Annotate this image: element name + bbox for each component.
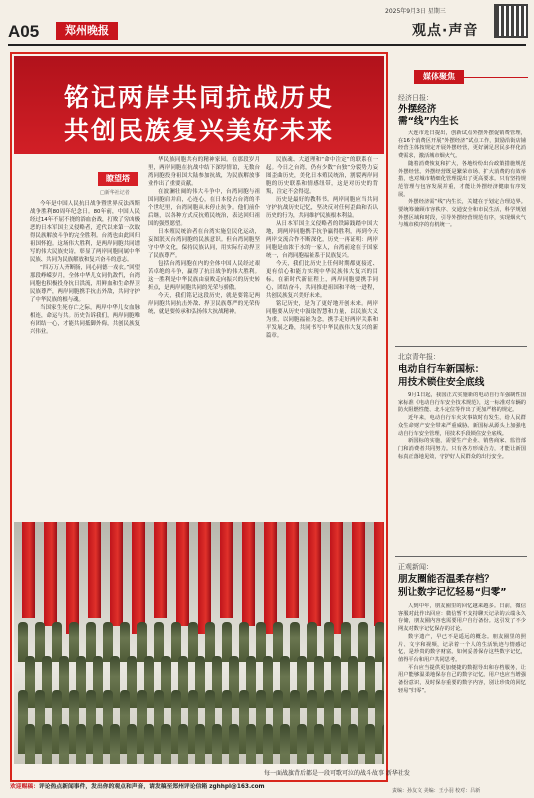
editor-credits: 责编：孙友文 美编：王小羽 校对：吕新: [392, 788, 481, 794]
red-flag: [44, 522, 57, 626]
paragraph: “四万万人齐断肠，同心同德一戎衣。”回望那段峥嵘岁月，全体中华儿女同仇敌忾，台湾同胞也积极投身抗日洪流，用鲜血和生命捍卫民族尊严，两岸同胞携手抗击外敌，共同守护了中华民族的根与魂。: [30, 265, 140, 303]
soldier-figure: [161, 724, 171, 764]
soldier-figure: [42, 724, 52, 764]
submission-label: 欢迎赐稿：: [10, 784, 39, 790]
submission-notice: [10, 780, 388, 794]
paragraph: 9月1日起，我国正式实施新的电动自行车强制性国家标准《电动自行车安全技术规范》，这一标准对车辆的防火阻燃性能、北斗定位等作出了更加严格的规定。: [398, 392, 526, 414]
paragraph: 今天，我们比历史上任何时期都更接近、更有信心和能力实现中华民族伟大复兴的目标。在新时代新征程上，两岸同胞要携手同心，团结奋斗，共同推进祖国和平统一进程，共创民族复兴美好未来。: [266, 261, 378, 299]
media-focus-rule: [464, 77, 528, 78]
red-flag: [22, 522, 35, 618]
submission-text: 评论热点新闻事件，发出你的观点和声音，请发稿至郑州评论信箱 zghhpl@163.com: [39, 784, 265, 790]
parade-photo: [14, 522, 384, 764]
red-flag: [132, 522, 145, 634]
qr-code-icon: [494, 4, 528, 38]
sidebar-title: 朋友圈能否温柔存档？: [398, 574, 494, 585]
sidebar-title: 用技术锁住安全底线: [398, 377, 485, 388]
paragraph: 日本殖民统治者在台湾实施皇民化运动，妄图泯灭台湾同胞的民族意识。但台湾同胞坚守中华文化，保持民族认同，用实际行动捍卫了民族尊严。: [148, 229, 260, 259]
soldier-figure: [263, 724, 273, 764]
paragraph: 铭记历史，是为了更好地开创未来。两岸同胞要从历史中汲取智慧和力量，以民族大义为重，以同胞福祉为念，携手走好两岸关系和平发展之路，共同书写中华民族伟大复兴的新篇章。: [266, 301, 378, 339]
soldier-figure: [25, 724, 35, 764]
sidebar-source: 经济日报：: [398, 94, 433, 102]
paragraph: 华民族同胞共有的精神家园。在那段岁月里，两岸同胞在抗战中结下深厚情谊，无数台湾同胞投身祖国大陆参加抗战，为民族解放事业作出了重要贡献。: [148, 157, 260, 187]
soldier-figure: [314, 724, 324, 764]
paragraph: 当国家生死存亡之际，两岸中华儿女血脉相连，命运与共。历史告诉我们，两岸同胞唯有团结一心，才能共同抵御外侮，共创民族复兴伟业。: [30, 305, 140, 335]
article-column-2: [148, 156, 260, 518]
sidebar-body: [398, 130, 526, 340]
paragraph: 近年来，电动自行车火灾事故时有发生，给人民群众生命财产安全带来严重威胁。新国标从源头上加强电动自行车安全管理，用技术手段锁住安全底线。: [398, 415, 526, 437]
paragraph: 平台应当提供更加便捷的数据导出和存档服务，让用户能够温柔地保存自己的数字记忆。用户也应当增强备份意识，及时保存重要的数字内容，别让珍贵的回忆轻易“归零”。: [398, 664, 526, 694]
article-column-1: [30, 200, 140, 518]
red-flag: [220, 522, 233, 618]
soldier-figure: [246, 724, 256, 764]
paragraph: 历史是最好的教科书。两岸同胞应当共同守护抗战历史记忆，坚决反对任何歪曲和否认历史的行为，共同维护民族根本利益。: [266, 197, 378, 219]
soldier-figure: [331, 724, 341, 764]
headline-banner: [14, 56, 384, 154]
soldier-figure: [59, 724, 69, 764]
soldier-figure: [365, 724, 375, 764]
paragraph: 包括台湾同胞在内的全体中国人民经过艰苦卓绝的斗争，赢得了抗日战争的伟大胜利。这一胜利是中华民族由衰败走向振兴的历史转折点，是两岸同胞共同的光荣与骄傲。: [148, 261, 260, 291]
soldier-figure: [76, 724, 86, 764]
red-flag: [286, 522, 299, 618]
paragraph: 今年是中国人民抗日战争暨世界反法西斯战争胜利80周年纪念日。80年前，中国人民经过14年不屈不挠的浴血奋战，打败了穷凶极恶的日本军国主义侵略者，近代以来第一次取得民族解放斗争的完全胜利。台湾也由此回归祖国怀抱。这场伟大胜利，是两岸同胞共同谱写的伟大民族史诗，彰显了两岸同胞同属中华民族、共同为民族解放和复兴奋斗的意志。: [30, 201, 140, 263]
photo-caption: 每一面战旗背后都是一段可歌可泣的战斗故事 新华社发: [264, 770, 410, 777]
soldier-figure: [144, 724, 154, 764]
column-tag: 瞭望塔: [98, 172, 138, 186]
byline: □新华社记者: [100, 190, 130, 196]
red-flag: [264, 522, 277, 634]
sidebar-title: 需“线”内生长: [398, 116, 459, 127]
paragraph: 今天，我们铭记这段历史，就是要铭记两岸同胞共同抗击外敌、捍卫民族尊严的光荣传统，就是要传承和弘扬伟大抗战精神。: [148, 293, 260, 315]
red-flag: [110, 522, 123, 626]
soldier-figure: [93, 724, 103, 764]
sidebar-source: 正观新闻：: [398, 563, 433, 571]
red-flag: [308, 522, 321, 626]
paragraph: 在波澜壮阔的伟大斗争中，台湾同胞与祖国同胞肩并肩，心连心，在日本侵占台湾的半个世纪里，台湾同胞从未停止抗争。他们前仆后继，以各种方式反抗殖民统治，表达回归祖国的强烈愿望。: [148, 189, 260, 227]
header-divider: [8, 44, 526, 46]
paragraph: 从日本军国主义侵略者的铁蹄践踏中国大地，到两岸同胞携手抗争赢得胜利，再到今天两岸交流合作不断深化，历史一再证明：两岸同胞是血浓于水的一家人，台湾前途在于国家统一，台湾同胞福祉系于民族复兴。: [266, 221, 378, 259]
red-flag: [176, 522, 189, 626]
sidebar-divider: [395, 556, 527, 557]
soldier-figure: [229, 724, 239, 764]
red-flag: [88, 522, 101, 618]
article-column-3: [266, 156, 378, 518]
section-title: 观点·声音: [412, 23, 479, 39]
soldier-figure: [382, 724, 384, 764]
sidebar-title: 别让数字记忆轻易“归零”: [398, 587, 507, 598]
red-flag: [242, 522, 255, 626]
soldier-figure: [127, 724, 137, 764]
sidebar-divider: [395, 346, 527, 347]
media-focus-tab: 媒体聚焦: [414, 70, 464, 84]
soldier-figure: [195, 724, 205, 764]
issue-date: 2025年9月3日 星期三: [385, 8, 446, 15]
red-flag: [352, 522, 365, 618]
sidebar-body: [398, 603, 526, 783]
headline-line-1: 铭记两岸共同抗战历史: [63, 83, 334, 112]
red-flag: [198, 522, 211, 634]
paragraph: 外摆经济需“线”内生长，关键在于划定合理边界。要统筹兼顾市容秩序、交通安全和市民生活，科学规划外摆区域和时段，引导外摆经营规范有序，实现烟火气与城市秩序的有机统一。: [398, 199, 526, 229]
paragraph: 人到中年，朋友圈里的回忆越来越多。日前，微信客服对此作出回应：微信暂不支持聊天记录的云端永久存储，朋友圈内容也需要用户自行备份。这引发了不少网友对数字记忆保存的讨论。: [398, 603, 526, 633]
sidebar-title: 外摆经济: [398, 104, 437, 115]
red-flag: [66, 522, 79, 634]
sidebar-source: 北京青年报：: [398, 353, 440, 361]
red-flag: [154, 522, 167, 618]
paragraph: 随着消费恢复和扩大，各地纷纷出台政策措施规范外摆经营。外摆经营既是繁荣市场、扩大消费的有效举措，也对城市精细化管理提出了更高要求。只有坚持规范管理与包容发展并重，才能让外摆经济健康有序发展。: [398, 160, 526, 198]
red-flag: [330, 522, 343, 634]
sidebar-title: 电动自行车新国标：: [398, 364, 485, 375]
soldier-figure: [178, 724, 188, 764]
headline-line-2: 共创民族复兴美好未来: [63, 116, 334, 145]
red-flag: [374, 522, 384, 626]
paragraph: 大连市近日提出，创新试点外摆外摆促销费管理，在16个消费区开展“外摆经济”试点工作，鼓励沿街店铺经营主体按规定开展外摆经营，更好满足居民多样化消费需求，激活城市烟火气。: [398, 130, 526, 160]
newspaper-logo: 郑州晚报: [56, 22, 118, 40]
paragraph: 新国标的实施，需要生产企业、销售商家、监管部门和消费者共同努力。只有各方形成合力，才能让新国标真正落地见效，守护好人民群众的出行安全。: [398, 438, 526, 460]
paragraph: 数字遗产，早已不是遥远的概念。朋友圈里的照片、文字和视频，记录着一个人的生活轨迹与情感记忆，是珍贵的数字财富。如何妥善保存这些数字记忆，值得平台和用户共同思考。: [398, 633, 526, 663]
soldier-figure: [110, 724, 120, 764]
soldier-figure: [280, 724, 290, 764]
soldier-figure: [348, 724, 358, 764]
soldier-figure: [297, 724, 307, 764]
sidebar-body: [398, 392, 526, 552]
page-number: A05: [8, 22, 40, 41]
paragraph: 民族魂、大道理和“命中注定”的联系在一起。今日之台湾，仍有少数“台独”分裂势力妄图歪曲历史，美化日本殖民统治，割裂两岸同胞的历史联系和情感纽带，这是对历史的背叛，注定不会得逞。: [266, 157, 378, 195]
soldier-figure: [212, 724, 222, 764]
